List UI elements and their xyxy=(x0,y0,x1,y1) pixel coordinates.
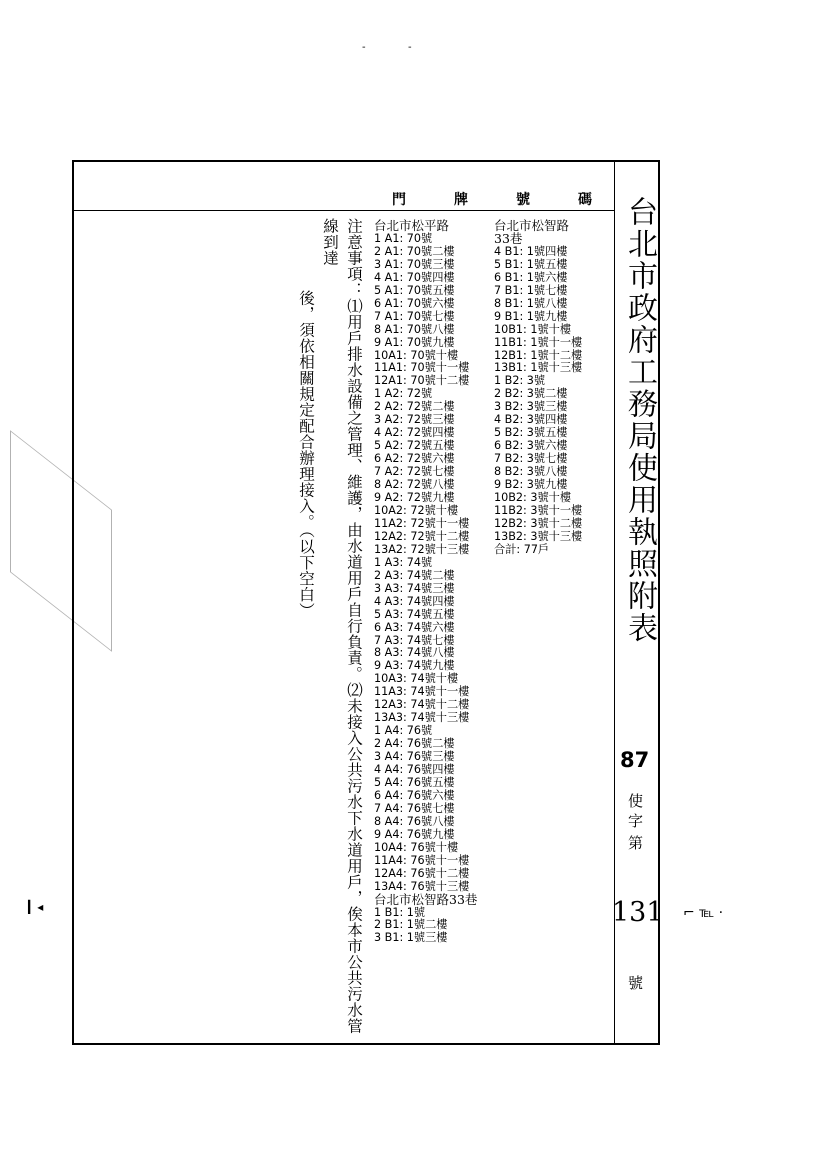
address-column-left xyxy=(374,220,477,945)
address-row: 2 A1: 70號二樓 xyxy=(374,244,455,258)
address-row: 7 A4: 76號七樓 xyxy=(374,801,455,815)
address-row: 3 B1: 1號三樓 xyxy=(374,931,448,945)
address-row: 4 A1: 70號四樓 xyxy=(374,270,455,284)
address-row: 9 A4: 76號九樓 xyxy=(374,827,455,841)
address-row: 3 B2: 3號三樓 xyxy=(494,400,568,414)
permit-char: 使 xyxy=(628,792,644,810)
address-row: 9 B1: 1號九樓 xyxy=(494,309,568,323)
address-row: 11B1: 1號十一樓 xyxy=(494,335,583,349)
address-row: 11B2: 3號十一樓 xyxy=(494,503,583,517)
address-row: 13A3: 74號十三樓 xyxy=(374,711,470,725)
address-row: 5 A1: 70號五樓 xyxy=(374,283,455,297)
address-row: 5 A2: 72號五樓 xyxy=(374,439,455,453)
scan-mark: ▎◂ xyxy=(28,900,44,914)
address-row: 1 A1: 70號 xyxy=(374,231,433,245)
address-row: 1 A2: 72號 xyxy=(374,387,433,401)
address-row: 13A4: 76號十三樓 xyxy=(374,879,470,893)
address-row: 8 A1: 70號八樓 xyxy=(374,322,455,336)
address-column-right xyxy=(494,220,582,557)
address-row: 1 B1: 1號 xyxy=(374,905,426,919)
address-row: 11A4: 76號十一樓 xyxy=(374,853,470,867)
address-row: 8 A2: 72號八樓 xyxy=(374,478,455,492)
address-row: 12B1: 1號十二樓 xyxy=(494,348,583,362)
address-row: 6 B1: 1號六樓 xyxy=(494,270,568,284)
address-row: 4 A2: 72號四樓 xyxy=(374,426,455,440)
permit-suffix: 號 xyxy=(628,974,644,992)
scan-mark: ⌐ ℡ · xyxy=(683,905,724,921)
address-row: 4 B1: 1號四樓 xyxy=(494,244,568,258)
street-heading: 台北市松智路33巷 xyxy=(374,891,478,907)
address-row: 4 B2: 3號四樓 xyxy=(494,413,568,427)
notes-line-1: 注意事項：⑴用戶排水設備之管理、維護，由水道用戶自行負責。⑵未接入公共污水下水道用戶，俟本市公共污水管線到達 xyxy=(321,218,363,1034)
permit-char: 字 xyxy=(628,812,644,830)
address-list xyxy=(494,246,582,544)
address-row: 8 B1: 1號八樓 xyxy=(494,296,568,310)
address-row: 12A4: 76號十二樓 xyxy=(374,866,470,880)
street-heading: 台北市松智路 xyxy=(494,218,570,233)
address-row: 10A2: 72號十樓 xyxy=(374,503,459,517)
address-row: 7 A1: 70號七樓 xyxy=(374,309,455,323)
document-title: 台北市政府工務局使用執照附表 xyxy=(622,196,657,644)
address-row: 6 A3: 74號六樓 xyxy=(374,620,455,634)
address-row: 10A1: 70號十樓 xyxy=(374,348,459,362)
address-row: 11A3: 74號十一樓 xyxy=(374,685,470,699)
address-row: 10B1: 1號十樓 xyxy=(494,322,572,336)
address-row: 13B2: 3號十三樓 xyxy=(494,529,583,543)
address-row: 6 A4: 76號六樓 xyxy=(374,788,455,802)
header-row xyxy=(74,162,614,211)
address-row: 10A4: 76號十樓 xyxy=(374,840,459,854)
address-row: 8 A4: 76號八樓 xyxy=(374,814,455,828)
address-row: 11A1: 70號十一樓 xyxy=(374,361,470,375)
address-row: 8 A3: 74號八樓 xyxy=(374,646,455,660)
address-row: 6 A2: 72號六樓 xyxy=(374,452,455,466)
address-row: 7 A3: 74號七樓 xyxy=(374,633,455,647)
address-row: 6 B2: 3號六樓 xyxy=(494,439,568,453)
address-row: 1 A4: 76號 xyxy=(374,724,433,738)
address-row: 3 A2: 72號三樓 xyxy=(374,413,455,427)
address-row: 10A3: 74號十樓 xyxy=(374,672,459,686)
address-row: 7 B2: 3號七樓 xyxy=(494,452,568,466)
scan-mark: - xyxy=(408,42,412,53)
address-row: 10B2: 3號十樓 xyxy=(494,491,572,505)
address-row: 3 A3: 74號三樓 xyxy=(374,581,455,595)
address-row: 9 A1: 70號九樓 xyxy=(374,335,455,349)
address-row: 13A2: 72號十三樓 xyxy=(374,542,470,556)
address-row: 5 A4: 76號五樓 xyxy=(374,775,455,789)
header-label: 門 xyxy=(392,192,407,208)
address-row: 4 A4: 76號四樓 xyxy=(374,763,455,777)
address-row: 7 A2: 72號七樓 xyxy=(374,465,455,479)
total-count: 合計: 77戶 xyxy=(494,542,550,556)
permit-char: 第 xyxy=(628,834,644,852)
address-row: 12B2: 3號十二樓 xyxy=(494,516,583,530)
address-row: 12A2: 72號十二樓 xyxy=(374,529,470,543)
address-row: 7 B1: 1號七樓 xyxy=(494,283,568,297)
address-row: 9 A3: 74號九樓 xyxy=(374,659,455,673)
address-row: 9 A2: 72號九樓 xyxy=(374,491,455,505)
header-label: 碼 xyxy=(578,192,593,208)
address-row: 12A1: 70號十二樓 xyxy=(374,374,470,388)
address-row: 9 B2: 3號九樓 xyxy=(494,478,568,492)
permit-number: 131 xyxy=(612,897,664,928)
address-row: 2 A4: 76號二樓 xyxy=(374,737,455,751)
address-row: 1 B2: 3號 xyxy=(494,374,546,388)
address-row: 2 B2: 3號二樓 xyxy=(494,387,568,401)
street-heading: 台北市松平路 xyxy=(374,218,450,233)
address-row: 6 A1: 70號六樓 xyxy=(374,296,455,310)
address-row: 8 B2: 3號八樓 xyxy=(494,465,568,479)
address-list xyxy=(374,233,477,894)
address-row: 2 B1: 1號二樓 xyxy=(374,918,448,932)
header-label: 牌 xyxy=(454,192,469,208)
scan-mark: - xyxy=(362,42,366,53)
address-row: 3 A4: 76號三樓 xyxy=(374,750,455,764)
address-row: 11A2: 72號十一樓 xyxy=(374,516,470,530)
address-row: 12A3: 74號十二樓 xyxy=(374,698,470,712)
address-row: 5 A3: 74號五樓 xyxy=(374,607,455,621)
header-label: 號 xyxy=(516,192,531,208)
address-row: 5 B2: 3號五樓 xyxy=(494,426,568,440)
address-list xyxy=(374,907,477,946)
address-row: 13B1: 1號十三樓 xyxy=(494,361,583,375)
address-row: 4 A3: 74號四樓 xyxy=(374,594,455,608)
address-row: 1 A3: 74號 xyxy=(374,555,433,569)
address-row: 3 A1: 70號三樓 xyxy=(374,257,455,271)
address-row: 5 B1: 1號五樓 xyxy=(494,257,568,271)
street-heading: 33巷 xyxy=(494,230,523,246)
address-row: 2 A2: 72號二樓 xyxy=(374,400,455,414)
notes-line-2: 後，須依相關規定配合辦理接入。（以下空白） xyxy=(297,290,315,619)
permit-year: 87 xyxy=(620,748,650,772)
address-row: 2 A3: 74號二樓 xyxy=(374,568,455,582)
